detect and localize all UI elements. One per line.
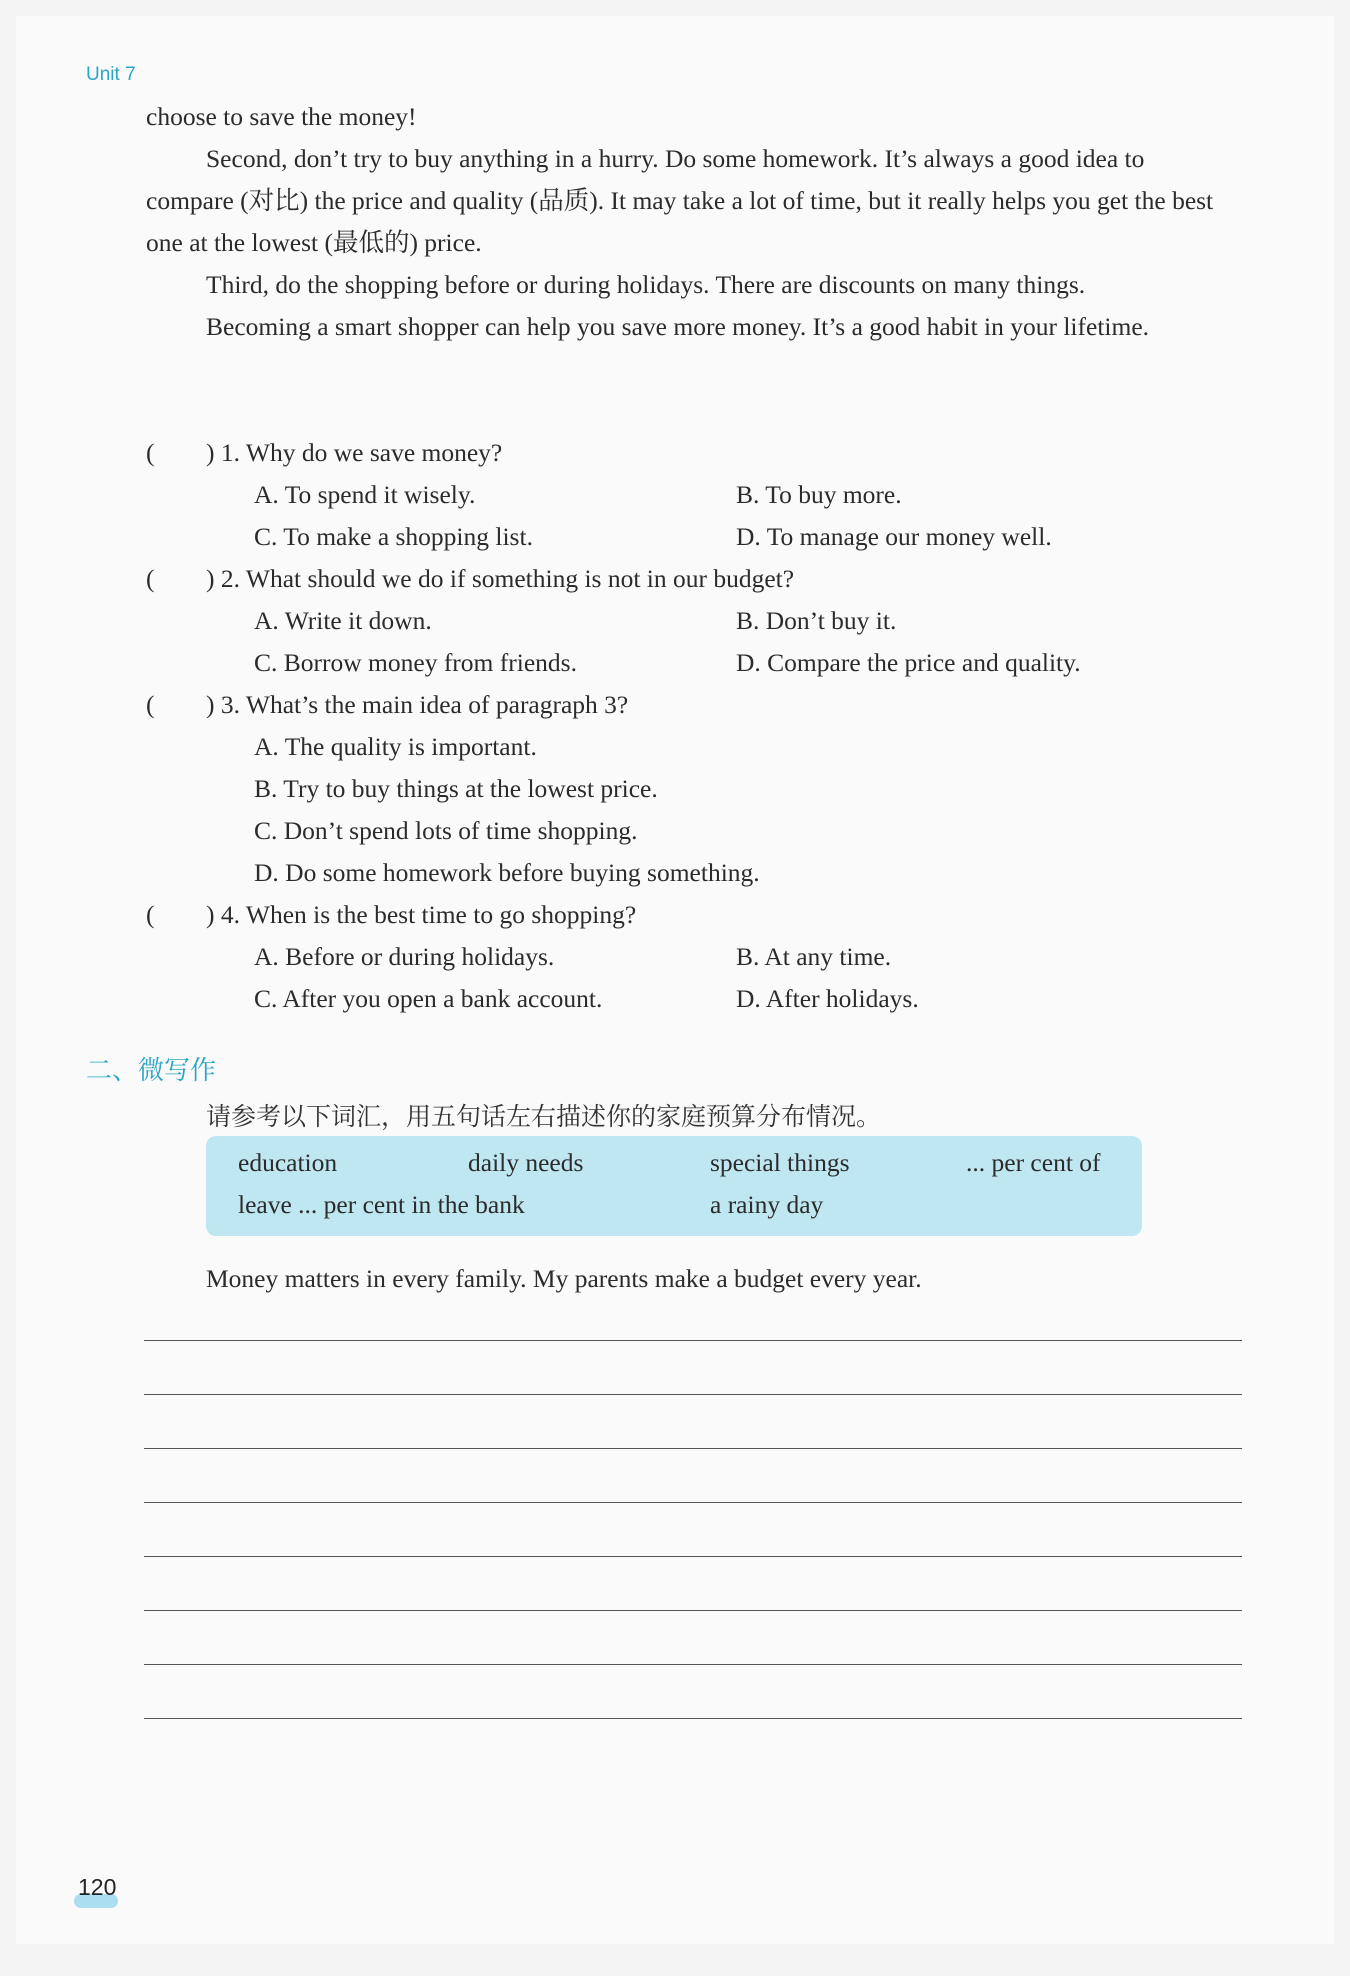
- writing-line-8[interactable]: [144, 1718, 1242, 1719]
- word-per-cent-of: ... per cent of: [966, 1148, 1101, 1177]
- question-text: 3. What’s the main idea of paragraph 3?: [220, 690, 629, 719]
- option-d[interactable]: D. After holidays.: [736, 984, 919, 1013]
- word-bank: [206, 1136, 1142, 1236]
- questions-section: [146, 432, 1236, 1020]
- options-row: [146, 852, 1236, 894]
- option-b[interactable]: B. Try to buy things at the lowest price.: [254, 774, 658, 803]
- question-stem[interactable]: [206, 558, 794, 600]
- question-3: [146, 684, 1236, 726]
- options-row: [146, 474, 1236, 516]
- writing-line-1[interactable]: [144, 1340, 1242, 1341]
- writing-line-3[interactable]: [144, 1448, 1242, 1449]
- answer-paren-open: (: [146, 900, 155, 929]
- workbook-page: [16, 16, 1334, 1944]
- question-stem[interactable]: [206, 894, 636, 936]
- question-text: 1. Why do we save money?: [220, 438, 503, 467]
- option-b[interactable]: B. Don’t buy it.: [736, 606, 897, 635]
- answer-paren-close: ): [206, 564, 215, 593]
- options-row: [146, 768, 1236, 810]
- word-rainy-day: a rainy day: [710, 1190, 824, 1219]
- question-1: [146, 432, 1236, 474]
- question-text: 2. What should we do if something is not in our budget?: [220, 564, 795, 593]
- answer-paren-close: ): [206, 900, 215, 929]
- passage-line: choose to save the money!: [146, 102, 417, 131]
- option-c[interactable]: C. After you open a bank account.: [254, 984, 603, 1013]
- option-c[interactable]: C. To make a shopping list.: [254, 522, 533, 551]
- word-daily-needs: daily needs: [468, 1148, 584, 1177]
- reading-passage: [146, 96, 1236, 348]
- options-row: [146, 642, 1236, 684]
- word-education: education: [238, 1148, 338, 1177]
- writing-line-2[interactable]: [144, 1394, 1242, 1395]
- page-number: 120: [78, 1874, 117, 1900]
- answer-paren-close: ): [206, 690, 215, 719]
- writing-instruction: 请参考以下词汇，用五句话左右描述你的家庭预算分布情况。: [206, 1102, 882, 1131]
- section-title: 二、微写作: [86, 1056, 217, 1086]
- option-d[interactable]: D. Compare the price and quality.: [736, 648, 1081, 677]
- options-row: [146, 810, 1236, 852]
- option-c[interactable]: C. Borrow money from friends.: [254, 648, 577, 677]
- answer-paren-open: (: [146, 438, 155, 467]
- word-leave-in-bank: leave ... per cent in the bank: [238, 1190, 525, 1219]
- answer-paren-close: ): [206, 438, 215, 467]
- word-special-things: special things: [710, 1148, 850, 1177]
- question-stem[interactable]: [206, 432, 502, 474]
- option-b[interactable]: B. At any time.: [736, 942, 892, 971]
- options-row: [146, 978, 1236, 1020]
- option-a[interactable]: A. Before or during holidays.: [254, 942, 555, 971]
- options-row: [146, 936, 1236, 978]
- options-row: [146, 516, 1236, 558]
- question-stem[interactable]: [206, 684, 628, 726]
- option-d[interactable]: D. Do some homework before buying something.: [254, 858, 760, 887]
- answer-paren-open: (: [146, 564, 155, 593]
- writing-line-4[interactable]: [144, 1502, 1242, 1503]
- passage-paragraph-3: Third, do the shopping before or during holidays. There are discounts on many things.: [206, 270, 1086, 299]
- options-row: [146, 600, 1236, 642]
- writing-line-5[interactable]: [144, 1556, 1242, 1557]
- option-a[interactable]: A. The quality is important.: [254, 732, 537, 761]
- unit-label: Unit 7: [86, 64, 136, 85]
- option-a[interactable]: A. Write it down.: [254, 606, 432, 635]
- option-b[interactable]: B. To buy more.: [736, 480, 902, 509]
- passage-paragraph-2: Second, don’t try to buy anything in a hurry. Do some homework. It’s always a good idea to compare (对比) the price and quality (品质). It may take a lot of time, but it really helps you get the best one at the lowest (最低的) price.: [146, 144, 1214, 257]
- question-text: 4. When is the best time to go shopping?: [220, 900, 637, 929]
- writing-line-7[interactable]: [144, 1664, 1242, 1665]
- option-a[interactable]: A. To spend it wisely.: [254, 480, 476, 509]
- options-row: [146, 726, 1236, 768]
- answer-paren-open: (: [146, 690, 155, 719]
- option-d[interactable]: D. To manage our money well.: [736, 522, 1052, 551]
- option-c[interactable]: C. Don’t spend lots of time shopping.: [254, 816, 638, 845]
- writing-line-6[interactable]: [144, 1610, 1242, 1611]
- passage-paragraph-4: Becoming a smart shopper can help you save more money. It’s a good habit in your lifetime.: [206, 312, 1150, 341]
- question-2: [146, 558, 1236, 600]
- writing-prompt: Money matters in every family. My parents make a budget every year.: [206, 1264, 922, 1293]
- question-4: [146, 894, 1236, 936]
